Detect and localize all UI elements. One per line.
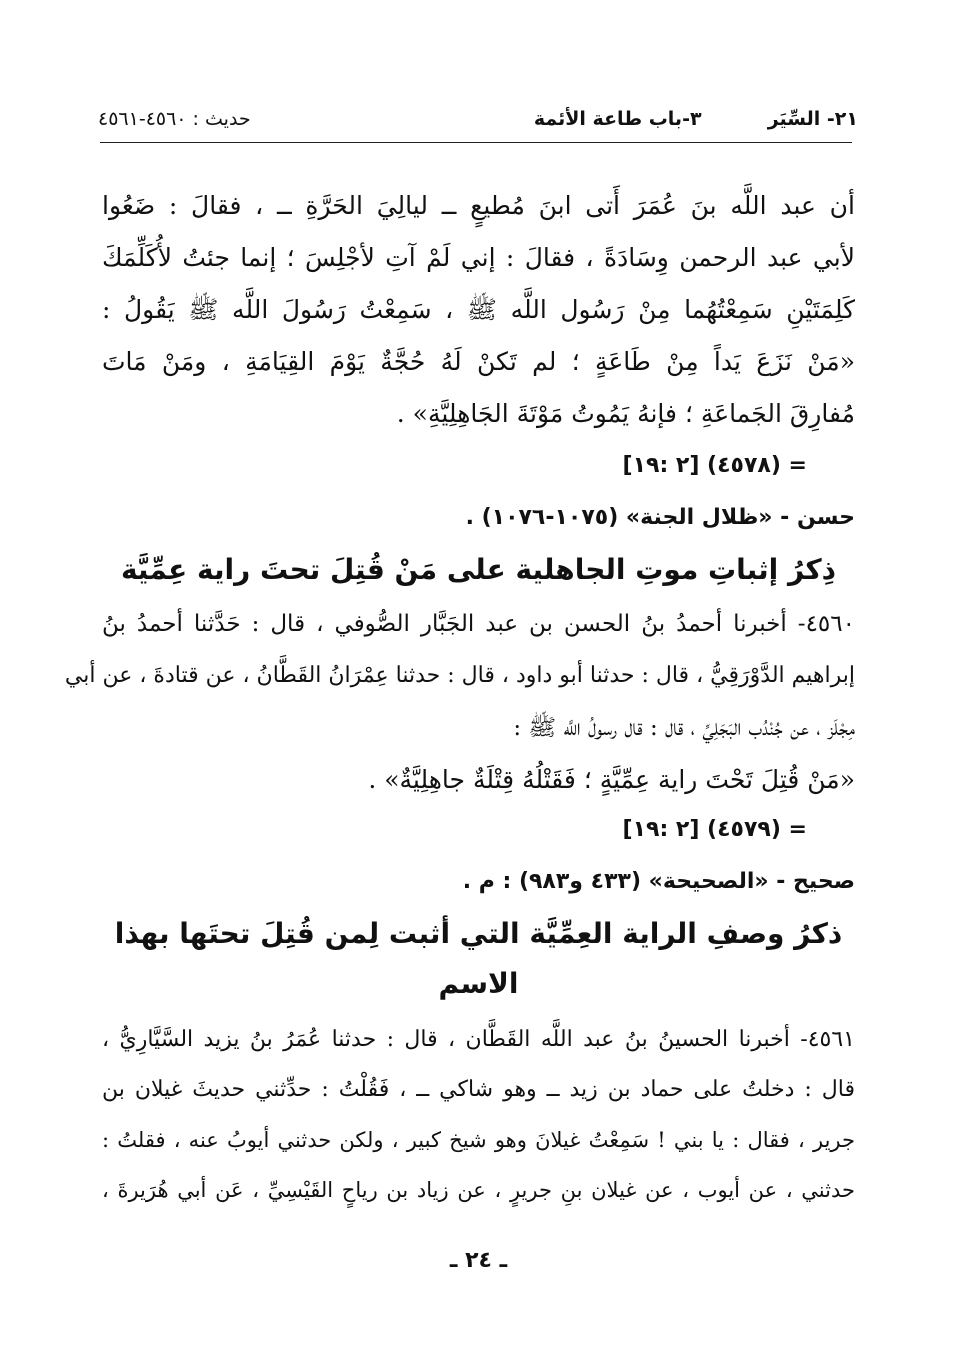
page-number: ـ ٢٤ ـ bbox=[449, 1248, 508, 1273]
header-chapter: ٣-باب طاعة الأئمة bbox=[533, 108, 702, 130]
hadith-line: ٤٥٦٠- أخبرنا أحمدُ بنُ الحسن بن عبد الجَبَّار الصُّوفي ، قال : حَدَّثنا أحمدُ بنُ bbox=[102, 611, 855, 637]
hadith-line: «مَنْ قُتِلَ تَحْتَ راية عِمِّيَّةٍ ؛ فَقَتْلُهُ قِتْلَةٌ جاهِلِيَّةٌ» . bbox=[368, 765, 855, 794]
running-header bbox=[98, 104, 858, 140]
header-section-chapter bbox=[534, 108, 858, 130]
section-heading: ذكرُ وصفِ الراية العِمِّيَّة التي أثبت لِمن قُتِلَ تحتَها بهذا bbox=[114, 917, 843, 950]
hadith-line: ٤٥٦١- أخبرنا الحسينُ بنُ عبد اللَّه القَطَّان ، قال : حدثنا عُمَرُ بنُ يزيد السَّيَّارِيُّ ، bbox=[102, 1027, 855, 1052]
hadith-line: حدثني ، عن أيوب ، عن غيلان بنِ جريرٍ ، عن زياد بن رياحٍ القَيْسِيِّ ، عَن أبي هُرَيرةَ ، bbox=[102, 1178, 855, 1202]
hadith-line: قال : دخلتُ على حماد بن زيد ــ وهو شاكي ــ ، فَقُلْتُ : حدِّثني حديثَ غيلان بن bbox=[102, 1077, 855, 1102]
hadith-line: مِجْلَز ، عن جُنْدُب البَجَلِيِّ ، قال : قال رسولُ اللَّه ﷺ : bbox=[513, 715, 855, 741]
cross-reference: = (٤٥٧٩) [٢ :١٩] bbox=[622, 817, 807, 842]
text-line: كَلِمَتَيْنِ سَمِعْتُهُما مِنْ رَسُول اللَّه ﷺ ، سَمِعْتُ رَسُولَ اللَّه ﷺ يَقُولُ : bbox=[102, 295, 855, 324]
grading-note: حسن - «ظلال الجنة» (١٠٧٥-١٠٧٦) . bbox=[465, 505, 855, 530]
header-hadith-range: حديث : ٤٥٦٠-٤٥٦١ bbox=[98, 108, 251, 130]
grading-note: صحيح - «الصحيحة» (٤٣٣ و٩٨٣) : م . bbox=[462, 869, 855, 894]
text-line: «مَنْ نَزَعَ يَداً مِنْ طَاعَةٍ ؛ لم تَكنْ لَهُ حُجَّةٌ يَوْمَ القِيَامَةِ ، ومَنْ مَاتَ bbox=[102, 347, 855, 376]
text-line: أن عبد اللَّه بنَ عُمَرَ أَتى ابنَ مُطيعٍ ــ ليالِيَ الحَرَّةِ ــ ، فقالَ : ضَعُوا bbox=[102, 191, 855, 220]
section-heading-continued: الاسم bbox=[438, 967, 519, 1000]
cross-reference: = (٤٥٧٨) [٢ :١٩] bbox=[622, 453, 807, 478]
header-book-section: ٢١- السِّيَر bbox=[767, 108, 858, 130]
header-divider bbox=[100, 142, 852, 143]
text-line: مُفارِقَ الجَماعَةِ ؛ فإنهُ يَمُوتُ مَوْتَةَ الجَاهِلِيَّةِ» . bbox=[396, 399, 855, 428]
hadith-line: إبراهيم الدَّوْرَقِيُّ ، قال : حدثنا أبو داود ، قال : حدثنا عِمْرَانُ القَطَّانُ ، عن قتادةَ ، عن أبي bbox=[64, 663, 855, 688]
text-line: لأبي عبد الرحمن وِسَادَةً ، فقالَ : إني لَمْ آتِ لأجْلِسَ ؛ إنما جئتُ لأُكَلِّمَكَ bbox=[102, 243, 855, 272]
hadith-line: جرير ، فقال : يا بني ! سَمِعْتُ غيلانَ وهو شيخ كبير ، ولكن حدثني أيوبُ عنه ، فقلتُ : bbox=[102, 1128, 855, 1152]
section-heading: ذِكرُ إثباتِ موتِ الجاهلية على مَنْ قُتِلَ تحتَ راية عِمِّيَّة bbox=[120, 553, 837, 586]
